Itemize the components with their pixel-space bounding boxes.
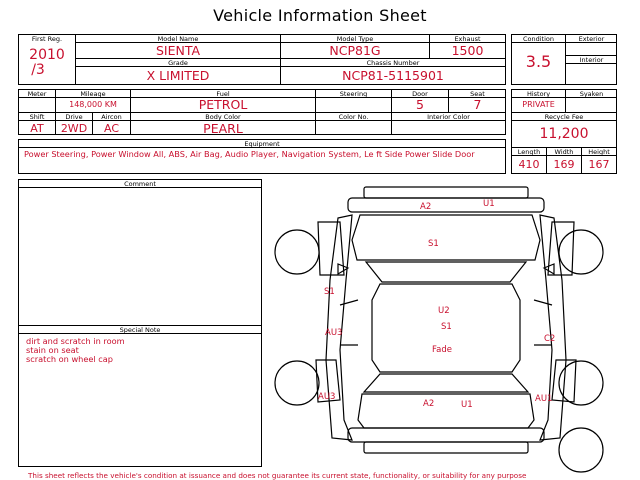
width-label: Width (554, 147, 574, 156)
door-value: 5 (416, 97, 424, 112)
body-color-label: Body Color (205, 112, 241, 121)
model-name-label: Model Name (157, 34, 199, 43)
hood-outline (352, 215, 540, 260)
damage-mark-fade: Fade (432, 345, 452, 355)
damage-mark-s1-left: S1 (324, 287, 335, 297)
damage-mark-u1-top: U1 (483, 199, 495, 209)
equipment-text: Power Steering, Power Window All, ABS, Air Bag, Audio Player, Navigation System, Le ft Side Power Slide Door (24, 149, 475, 159)
shift-value: AT (30, 122, 44, 135)
first-reg-month: /3 (31, 62, 45, 78)
wheel-rear-left (275, 361, 319, 405)
drive-label: Drive (65, 112, 83, 121)
door-label: Door (412, 89, 428, 98)
sheet-title: Vehicle Information Sheet (213, 6, 427, 25)
mileage-value: 148,000 KM (69, 100, 117, 109)
chassis-value: NCP81-5115901 (342, 68, 444, 83)
syaken-label: Syaken (579, 89, 604, 98)
front-bumper-outline (364, 187, 528, 198)
meter-label: Meter (27, 89, 47, 98)
wheel-rear-right (559, 361, 603, 405)
special-note-line: scratch on wheel cap (26, 354, 114, 364)
mileage-label: Mileage (80, 89, 106, 98)
drive-value: 2WD (60, 122, 88, 135)
windshield-outline (366, 262, 526, 282)
condition-value: 3.5 (525, 52, 552, 71)
fuel-label: Fuel (216, 89, 230, 98)
comment-label: Comment (124, 179, 156, 188)
seat-label: Seat (470, 89, 485, 98)
front-bumper-lower-outline (348, 198, 544, 212)
right-side-outline (540, 215, 566, 440)
special-note-label: Special Note (119, 325, 161, 334)
rear-window-outline (364, 374, 528, 392)
steering-label: Steering (339, 89, 368, 98)
comment-panel (18, 179, 262, 467)
grade-value: X LIMITED (146, 68, 210, 83)
model-name-value: SIENTA (155, 43, 201, 58)
damage-mark-c2: C2 (544, 334, 556, 344)
grade-label: Grade (168, 58, 188, 67)
chassis-label: Chassis Number (366, 58, 420, 67)
rear-bumper-outline (348, 428, 544, 442)
recycle-fee-label: Recycle Fee (544, 112, 584, 121)
length-label: Length (517, 147, 541, 156)
model-type-value: NCP81G (329, 43, 381, 58)
damage-mark-au3-bottom: AU3 (318, 392, 336, 402)
damage-mark-au1: AU1 (535, 394, 553, 404)
first-reg-year: 2010 (29, 47, 65, 63)
damage-mark-a2-top: A2 (420, 202, 432, 212)
shift-label: Shift (29, 112, 45, 121)
color-no-label: Color No. (338, 112, 369, 121)
condition-label: Condition (522, 34, 555, 43)
wheel-front-right (559, 230, 603, 274)
body-color-value: PEARL (203, 121, 243, 136)
interior-color-label: Interior Color (427, 112, 470, 121)
car-damage-diagram (270, 180, 624, 476)
damage-mark-u2: U2 (438, 306, 450, 316)
exterior-label: Exterior (578, 34, 605, 43)
first-reg-label: First Reg. (31, 35, 63, 43)
seat-value: 7 (473, 97, 482, 112)
width-value: 169 (553, 158, 575, 171)
aircon-value: AC (103, 122, 119, 135)
spare-wheel (559, 428, 603, 472)
exhaust-value: 1500 (451, 43, 484, 58)
height-label: Height (588, 147, 610, 156)
special-note-line: stain on seat (26, 345, 79, 355)
special-note-text (26, 337, 125, 364)
recycle-fee-value: 11,200 (539, 126, 589, 142)
height-value: 167 (588, 158, 610, 171)
rear-bumper-lower-outline (364, 442, 528, 453)
length-value: 410 (518, 158, 540, 171)
damage-mark-s1-roof: S1 (441, 322, 452, 332)
model-type-label: Model Type (336, 34, 374, 43)
history-value: PRIVATE (522, 100, 555, 109)
interior-label: Interior (579, 55, 604, 64)
damage-mark-au3-left: AU3 (325, 328, 343, 338)
equipment-label: Equipment (244, 139, 280, 148)
damage-mark-s1-hood: S1 (428, 239, 439, 249)
history-label: History (526, 89, 551, 98)
damage-mark-u1-bottom: U1 (461, 400, 473, 410)
damage-mark-a2-bottom: A2 (423, 399, 435, 409)
disclaimer-footer: This sheet reflects the vehicle's condition at issuance and does not guarantee its current state, functionality, or suitability for any purpose (28, 471, 527, 480)
wheel-front-left (275, 230, 319, 274)
trunk-outline (358, 394, 534, 428)
exhaust-label: Exhaust (454, 34, 481, 43)
special-note-line: dirt and scratch in room (26, 336, 125, 346)
aircon-label: Aircon (101, 112, 122, 121)
fuel-value: PETROL (198, 97, 248, 112)
